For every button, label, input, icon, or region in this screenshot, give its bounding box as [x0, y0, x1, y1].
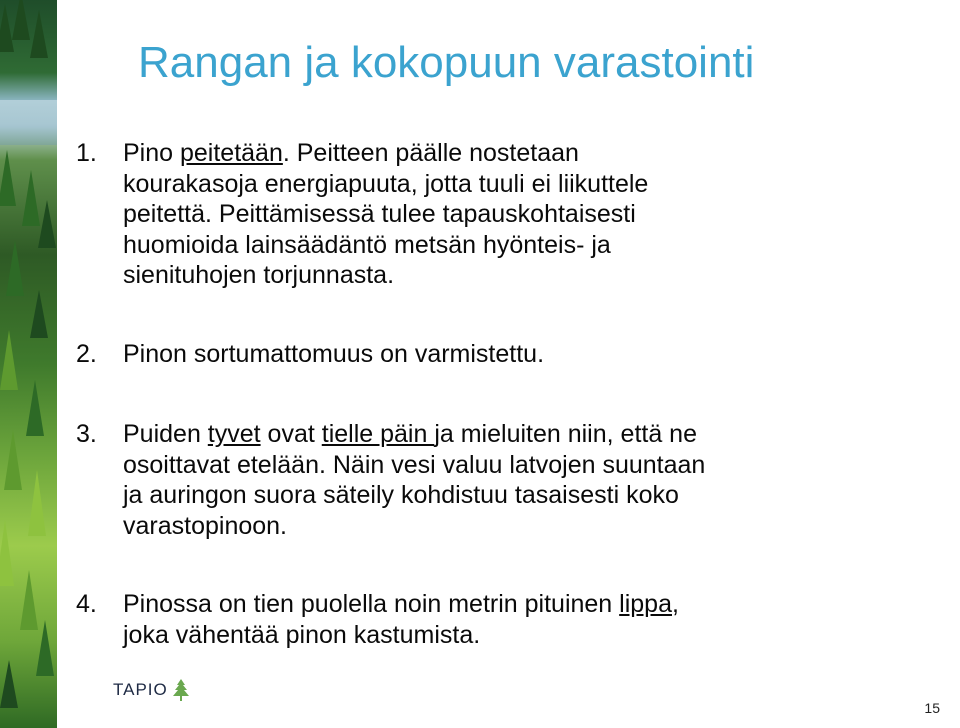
list-item-line	[123, 169, 823, 200]
list-item-number: 4.	[76, 590, 97, 618]
list-item-line	[123, 339, 823, 370]
text-segment: varastopinoon.	[123, 511, 288, 540]
slide-title: Rangan ja kokopuun varastointi	[138, 38, 755, 87]
text-segment: peitettä. Peittämisessä tulee tapauskohtaisesti	[123, 200, 636, 228]
list-item-line	[123, 199, 823, 230]
spruce-tree-icon	[172, 679, 190, 701]
list-item-line	[123, 511, 823, 542]
list-item-text	[123, 589, 823, 650]
list-item-number: 3.	[76, 420, 97, 448]
list-item-line	[123, 620, 823, 651]
text-segment: Puiden	[123, 420, 208, 448]
list-item-number: 2.	[76, 340, 97, 368]
text-segment: Pinossa on tien puolella noin metrin pituinen	[123, 590, 620, 618]
list-item-line	[123, 450, 823, 481]
underlined-term: peitetään	[179, 139, 283, 167]
underlined-term: lippa	[619, 590, 672, 618]
text-segment: ja auringon suora säteily kohdistuu tasaisesti koko	[123, 481, 679, 509]
list-item-line	[123, 230, 823, 261]
underlined-term: tielle päin	[321, 420, 435, 448]
text-segment: kourakasoja energiapuuta, jotta tuuli ei liikuttele	[123, 169, 649, 198]
page-number: 15	[924, 700, 940, 716]
text-segment: ,	[671, 590, 679, 618]
list-item-line	[123, 419, 823, 450]
text-segment: huomioida lainsäädäntö metsän hyönteis- ja	[123, 230, 611, 259]
text-segment: Pinon sortumattomuus on varmistettu.	[123, 340, 545, 368]
text-segment: Pino	[123, 139, 180, 167]
list-item-line	[123, 589, 823, 620]
text-segment: ovat	[260, 420, 322, 448]
text-segment: osoittavat etelään. Näin vesi valuu latvojen suuntaan	[123, 450, 706, 479]
text-segment: ja mieluiten niin, että ne	[434, 420, 697, 448]
text-segment: joka vähentää pinon kastumista.	[123, 620, 481, 649]
list-item-line	[123, 260, 823, 291]
list-item-text	[123, 339, 823, 370]
underlined-term: tyvet	[207, 420, 261, 448]
list-item-number: 1.	[76, 139, 97, 167]
logo-text: TAPIO	[113, 680, 168, 699]
text-segment: . Peitteen päälle nostetaan	[282, 139, 579, 167]
text-segment: sienituhojen torjunnasta.	[123, 261, 395, 289]
list-item-line	[123, 138, 823, 169]
list-item-text	[123, 138, 823, 291]
list-item-line	[123, 480, 823, 511]
tapio-logo	[113, 678, 190, 702]
list-item-text	[123, 419, 823, 541]
